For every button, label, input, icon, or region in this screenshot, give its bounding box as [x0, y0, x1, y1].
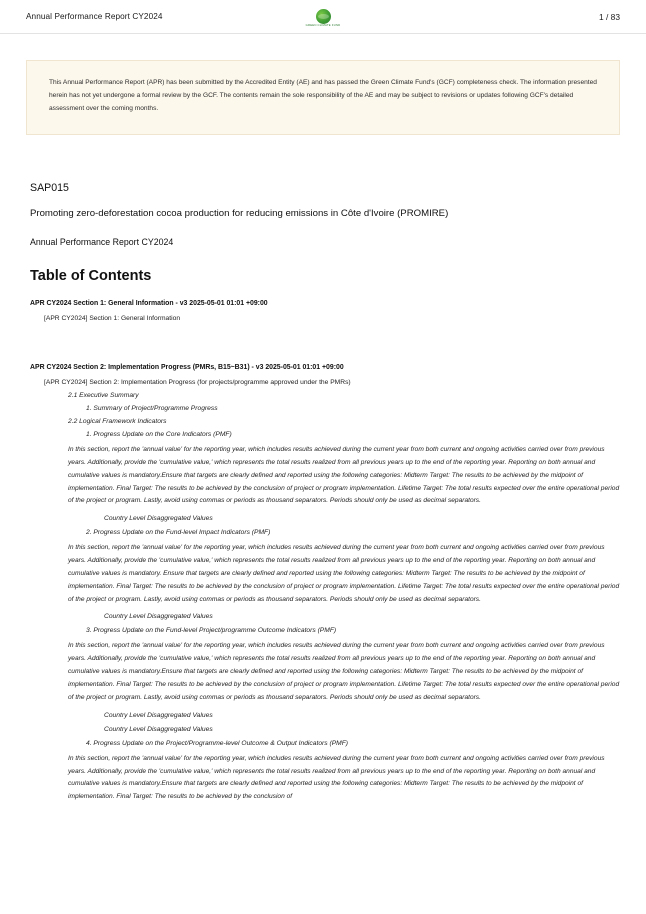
project-code: SAP015	[30, 182, 69, 194]
page-header	[0, 0, 646, 34]
table-of-contents	[30, 294, 620, 811]
disclaimer-box	[26, 60, 620, 135]
report-subtitle: Annual Performance Report CY2024	[30, 237, 174, 248]
header-title: Annual Performance Report CY2024	[26, 12, 163, 21]
toc-section-2-heading[interactable]: APR CY2024 Section 2: Implementation Progress (PMRs, B15~B31) - v3 2025-05-01 01:01 +09:00	[30, 364, 344, 371]
toc-item-fund-outcome-indicators[interactable]: 3. Progress Update on the Fund-level Project/programme Outcome Indicators (PMF)	[86, 627, 337, 635]
green-climate-fund-logo	[303, 4, 343, 28]
toc-paragraph-core-indicators: In this section, report the 'annual value' for the reporting year, which includes results achieved during the current year from both current and ongoing activities carried over from previous years. Additionally, provide the 'cumulative value,' which represents the total results realized from all previous years up to the end of the reporting year. Reporting on both annual and cumulative values is mandatory.Ensure that targets are clearly defined and reported using the following categories: Midterm Target: The results to be achieved by the midpoint of implementation. Final Target: The results to be achieved by the conclusion of project or program implementation. Lifetime Target: The total results expected over the entire operational period of the project or program. Lastly, avoid using commas or periods as thousand separators. Periods should only be used as decimal separators.	[68, 446, 620, 505]
toc-item-section-1[interactable]: [APR CY2024] Section 1: General Information	[44, 315, 181, 322]
toc-item-executive-summary[interactable]: 2.1 Executive Summary	[68, 392, 139, 399]
toc-item-section-2[interactable]: [APR CY2024] Section 2: Implementation Progress (for projects/programme approved under the PMRs)	[44, 379, 351, 386]
toc-paragraph-fund-outcome: In this section, report the 'annual value' for the reporting year, which includes results achieved during the current year from both current and ongoing activities carried over from previous years. Additionally, provide the 'cumulative value,' which represents the total results realized from all previous years up to the end of the reporting year. Reporting on both annual and cumulative values is mandatory.Ensure that targets are clearly defined and reported using the following categories: Midterm Target: The results to be achieved by the midpoint of implementation. Final Target: The results to be achieved by the conclusion of project or program implementation. Lifetime Target: The total results expected over the entire operational period of the project or program. Lastly, avoid using commas or periods as thousand separators. Periods should only be used as decimal separators.	[68, 642, 620, 701]
project-title: Promoting zero-deforestation cocoa production for reducing emissions in Côte d'Ivoire (PROMIRE)	[30, 208, 449, 219]
toc-item-fund-impact-indicators[interactable]: 2. Progress Update on the Fund-level Impact Indicators (PMF)	[86, 529, 271, 537]
toc-item-country-values-2[interactable]: Country Level Disaggregated Values	[104, 613, 213, 621]
logo-caption: GREEN CLIMATE FUND	[305, 23, 341, 27]
toc-item-country-values-3[interactable]: Country Level Disaggregated Values	[104, 711, 213, 719]
toc-item-summary-progress[interactable]: 1. Summary of Project/Programme Progress	[86, 405, 218, 412]
title-block	[30, 182, 620, 247]
toc-item-project-level-indicators[interactable]: 4. Progress Update on the Project/Programme-level Outcome & Output Indicators (PMF)	[86, 739, 349, 747]
disclaimer-text: This Annual Performance Report (APR) has been submitted by the Accredited Entity (AE) and has passed the Green Climate Fund's (GCF) completeness check. The information presented herein has not yet undergone a formal review by the GCF. The contents remain the sole responsibility of the AE and may be subject to revisions or updates following GCF's detailed assessment over the coming months.	[49, 79, 597, 112]
toc-item-core-indicators[interactable]: 1. Progress Update on the Core Indicators (PMF)	[86, 431, 232, 438]
toc-item-country-values-4[interactable]: Country Level Disaggregated Values	[104, 725, 213, 733]
table-of-contents-heading: Table of Contents	[30, 268, 152, 284]
toc-item-country-values-1[interactable]: Country Level Disaggregated Values	[104, 515, 213, 523]
toc-paragraph-project-level: In this section, report the 'annual value' for the reporting year, which includes results achieved during the current year from both current and ongoing activities carried over from previous years. Additionally, provide the 'cumulative value,' which represents the total results realized from all previous years up to the end of the reporting year. Reporting on both annual and cumulative values is mandatory.Ensure that targets are clearly defined and reported using the following categories: Midterm Target: The results to be achieved by the midpoint of implementation. Final Target: The results to be achieved by the conclusion of	[68, 754, 605, 801]
globe-icon	[316, 9, 331, 24]
toc-item-logical-framework[interactable]: 2.2 Logical Framework Indicators	[68, 418, 167, 425]
toc-paragraph-fund-impact: In this section, report the 'annual value' for the reporting year, which includes results achieved during the current year from both current and ongoing activities carried over from previous years. Additionally, provide the 'cumulative value,' which represents the total results realized from all previous years up to the end of the reporting year. Reporting on both annual and cumulative values is mandatory. Ensure that targets are clearly defined and reported using the following categories: Midterm Target: The results to be achieved by the midpoint of implementation. Final Target: The results to be achieved by the conclusion of project or program implementation. Lifetime Target: The total results expected over the entire operational period of the project or program. Lastly, avoid using commas or periods as thousand separators. Periods should only be used as decimal separators.	[68, 544, 620, 603]
page-indicator: 1 / 83	[599, 11, 620, 22]
toc-section-1-heading[interactable]: APR CY2024 Section 1: General Information - v3 2025-05-01 01:01 +09:00	[30, 300, 268, 307]
